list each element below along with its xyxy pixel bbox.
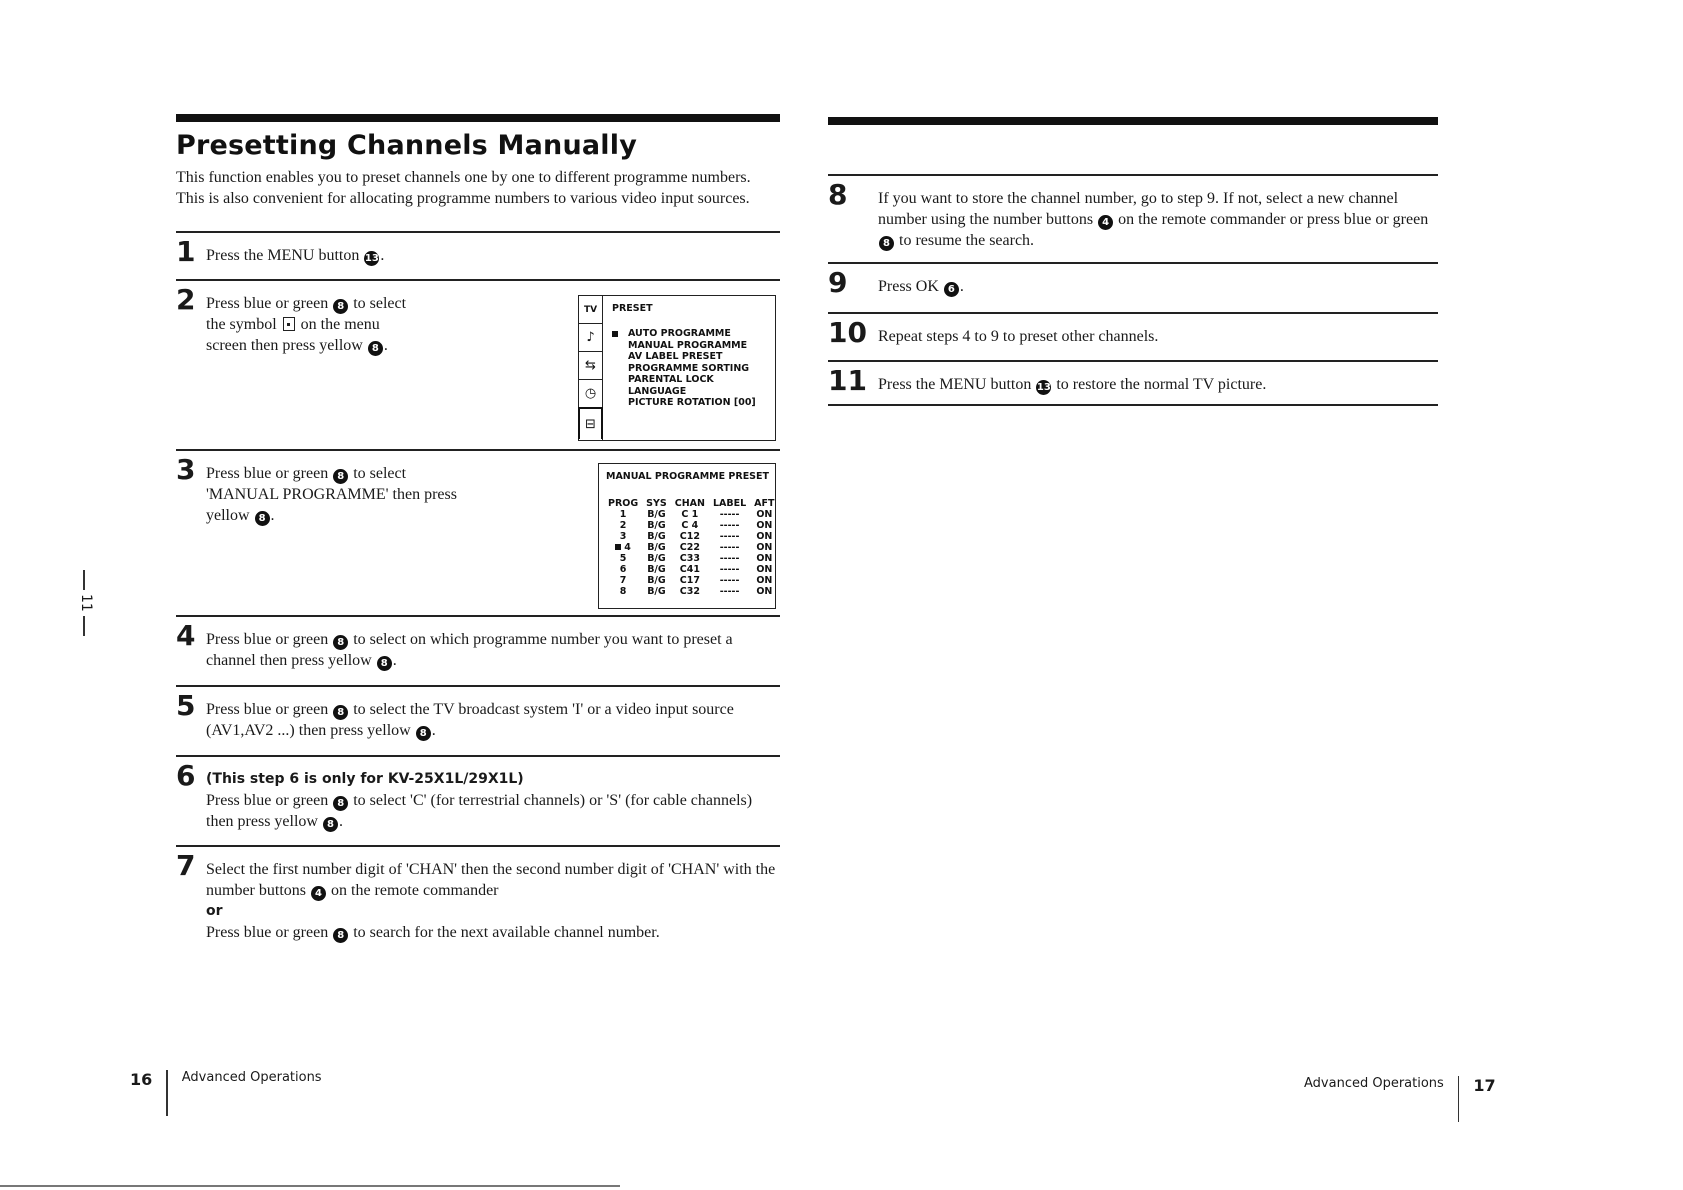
table-row: 2 B/G C 4 ----- ON bbox=[619, 520, 773, 531]
step-number: 6 bbox=[176, 759, 196, 792]
preset-menu-title: PRESET bbox=[612, 303, 653, 314]
step-number: 4 bbox=[176, 619, 196, 652]
step-text: Press the MENU button 13. bbox=[206, 247, 385, 264]
section-label: Advanced Operations bbox=[1304, 1076, 1444, 1091]
menu-icon-column bbox=[579, 296, 603, 440]
menu-item-parental-lock: PARENTAL LOCK bbox=[628, 374, 714, 385]
button-ref-icon: 8 bbox=[323, 817, 338, 832]
step-10 bbox=[828, 312, 1438, 360]
step-number: 9 bbox=[828, 266, 848, 299]
intro-text: This function enables you to preset channels one by one to different programme numbers. This is also convenient for allocating programme numbers to various video input sources. bbox=[176, 169, 751, 207]
clock-icon: ◷ bbox=[579, 380, 602, 408]
step-number: 1 bbox=[176, 235, 196, 268]
step-8 bbox=[828, 174, 1438, 262]
step-11 bbox=[828, 360, 1438, 406]
step-number: 10 bbox=[828, 316, 867, 349]
margin-number: 11 bbox=[78, 594, 94, 612]
right-page bbox=[828, 0, 1438, 1190]
manual-programme-table bbox=[604, 498, 779, 597]
or-label: or bbox=[206, 903, 223, 919]
button-ref-icon: 6 bbox=[944, 282, 959, 297]
margin-page-mark bbox=[78, 570, 94, 636]
selection-marker-icon bbox=[612, 331, 618, 337]
step-9 bbox=[828, 262, 1438, 312]
step-number: 7 bbox=[176, 849, 196, 882]
step-text: Press OK 6 . bbox=[878, 278, 964, 295]
step-6 bbox=[176, 755, 780, 845]
button-ref-icon: 13 bbox=[1036, 382, 1051, 393]
step-text: Select the first number digit of 'CHAN' then the second number digit of 'CHAN' with the number buttons 4 on the remote commander or Press blue or green 8 to search for the next available channel number. bbox=[206, 847, 780, 943]
step-number: 11 bbox=[828, 364, 867, 397]
step-text: Press blue or green 8 to select the symbol on the menu screen then press yellow 8 . bbox=[206, 295, 407, 354]
button-ref-icon: 8 bbox=[368, 341, 383, 356]
connector-icon: ⇆ bbox=[579, 352, 602, 380]
step-1 bbox=[176, 231, 780, 279]
left-page bbox=[176, 0, 780, 1190]
step-text: (This step 6 is only for KV-25X1L/29X1L) Press blue or green 8 to select 'C' (for terrestrial channels) or 'S' (for cable channels) then press yellow 8 . bbox=[206, 757, 780, 832]
section-label: Advanced Operations bbox=[181, 1070, 322, 1085]
menu-item-programme-sorting: PROGRAMME SORTING bbox=[628, 362, 750, 374]
step-text: Press the MENU button 13 to restore the normal TV picture. bbox=[878, 376, 1267, 393]
step-2 bbox=[176, 279, 780, 449]
page-title: Presetting Channels Manually bbox=[176, 130, 638, 161]
step-text: Repeat steps 4 to 9 to preset other channels. bbox=[878, 328, 1159, 345]
button-ref-icon: 8 bbox=[333, 705, 348, 720]
step-4 bbox=[176, 615, 780, 685]
button-ref-icon: 8 bbox=[377, 656, 392, 671]
manual-menu-title: MANUAL PROGRAMME PRESET bbox=[606, 471, 769, 482]
music-note-icon: ♪ bbox=[579, 324, 602, 352]
column-header: SYS bbox=[646, 498, 667, 509]
selection-marker-icon bbox=[615, 544, 621, 550]
button-ref-icon: 4 bbox=[1098, 215, 1113, 230]
table-header-row bbox=[604, 498, 779, 509]
step-6-note: (This step 6 is only for KV-25X1L/29X1L) bbox=[206, 771, 524, 787]
button-ref-icon: 4 bbox=[311, 886, 326, 901]
step-text: Press blue or green 8 to select the TV broadcast system 'I' or a video input source (AV1,AV2 ...) then press yellow 8 . bbox=[206, 701, 734, 739]
column-header: AFT bbox=[754, 498, 775, 509]
button-ref-icon: 8 bbox=[879, 236, 894, 251]
preset-icon: ⊟ bbox=[578, 407, 603, 439]
tv-icon: TV bbox=[579, 296, 602, 324]
menu-item-manual-programme: MANUAL PROGRAMME bbox=[628, 339, 748, 351]
menu-item-av-label-preset: AV LABEL PRESET bbox=[628, 351, 723, 362]
title-rule bbox=[176, 114, 780, 122]
left-footer bbox=[130, 1070, 322, 1116]
button-ref-icon: 8 bbox=[333, 299, 348, 314]
menu-item-auto-programme: AUTO PROGRAMME bbox=[628, 328, 731, 339]
preset-menu-content bbox=[612, 303, 756, 409]
step-number: 2 bbox=[176, 283, 196, 316]
table-row: 1 B/G C 1 ----- ON bbox=[619, 509, 773, 520]
table-row: 6 B/G C41 ----- ON bbox=[619, 564, 773, 575]
menu-item-picture-rotation: PICTURE ROTATION [00] bbox=[628, 397, 756, 408]
scan-edge-line bbox=[0, 1185, 620, 1187]
margin-bar bbox=[83, 616, 85, 636]
page-number: 17 bbox=[1473, 1076, 1496, 1095]
button-ref-icon: 8 bbox=[333, 469, 348, 484]
page-number: 16 bbox=[130, 1070, 153, 1089]
margin-bar bbox=[83, 570, 85, 590]
preset-symbol-icon bbox=[283, 317, 295, 331]
table-row: 7 B/G C17 ----- ON bbox=[619, 575, 773, 586]
column-header: PROG bbox=[608, 498, 639, 509]
footer-divider bbox=[1458, 1076, 1460, 1122]
button-ref-icon: 8 bbox=[333, 928, 348, 943]
step-number: 5 bbox=[176, 689, 196, 722]
menu-item-language: LANGUAGE bbox=[628, 385, 687, 397]
button-ref-icon: 8 bbox=[255, 511, 270, 526]
step-text: If you want to store the channel number, go to step 9. If not, select a new channel number using the number buttons 4 on the remote commander or press blue or green 8 to resume the search. bbox=[878, 190, 1429, 249]
right-footer bbox=[1304, 1076, 1496, 1122]
column-header: CHAN bbox=[674, 498, 705, 509]
column-header: LABEL bbox=[712, 498, 747, 509]
table-row: 3 B/G C12 ----- ON bbox=[619, 531, 773, 542]
step-number: 3 bbox=[176, 453, 196, 486]
step-number: 8 bbox=[828, 178, 848, 211]
preset-menu-screen bbox=[578, 295, 776, 441]
manual-programme-screen bbox=[598, 463, 776, 609]
step-text: Press blue or green 8 to select on which programme number you want to preset a channel then press yellow 8 . bbox=[206, 631, 733, 669]
button-ref-icon: 8 bbox=[333, 635, 348, 650]
title-rule bbox=[828, 117, 1438, 125]
step-5 bbox=[176, 685, 780, 755]
step-7 bbox=[176, 845, 780, 957]
step-text: Press blue or green 8 to select 'MANUAL PROGRAMME' then press yellow 8 . bbox=[206, 465, 457, 524]
button-ref-icon: 8 bbox=[333, 796, 348, 811]
button-ref-icon: 13 bbox=[364, 253, 379, 264]
table-row-selected: 4 B/G C22 ----- ON bbox=[604, 542, 779, 553]
table-row: 8 B/G C32 ----- ON bbox=[619, 586, 773, 597]
step-3 bbox=[176, 449, 780, 615]
table-row: 5 B/G C33 ----- ON bbox=[619, 553, 773, 564]
footer-divider bbox=[166, 1070, 168, 1116]
preset-menu-list bbox=[612, 328, 756, 409]
button-ref-icon: 8 bbox=[416, 726, 431, 741]
